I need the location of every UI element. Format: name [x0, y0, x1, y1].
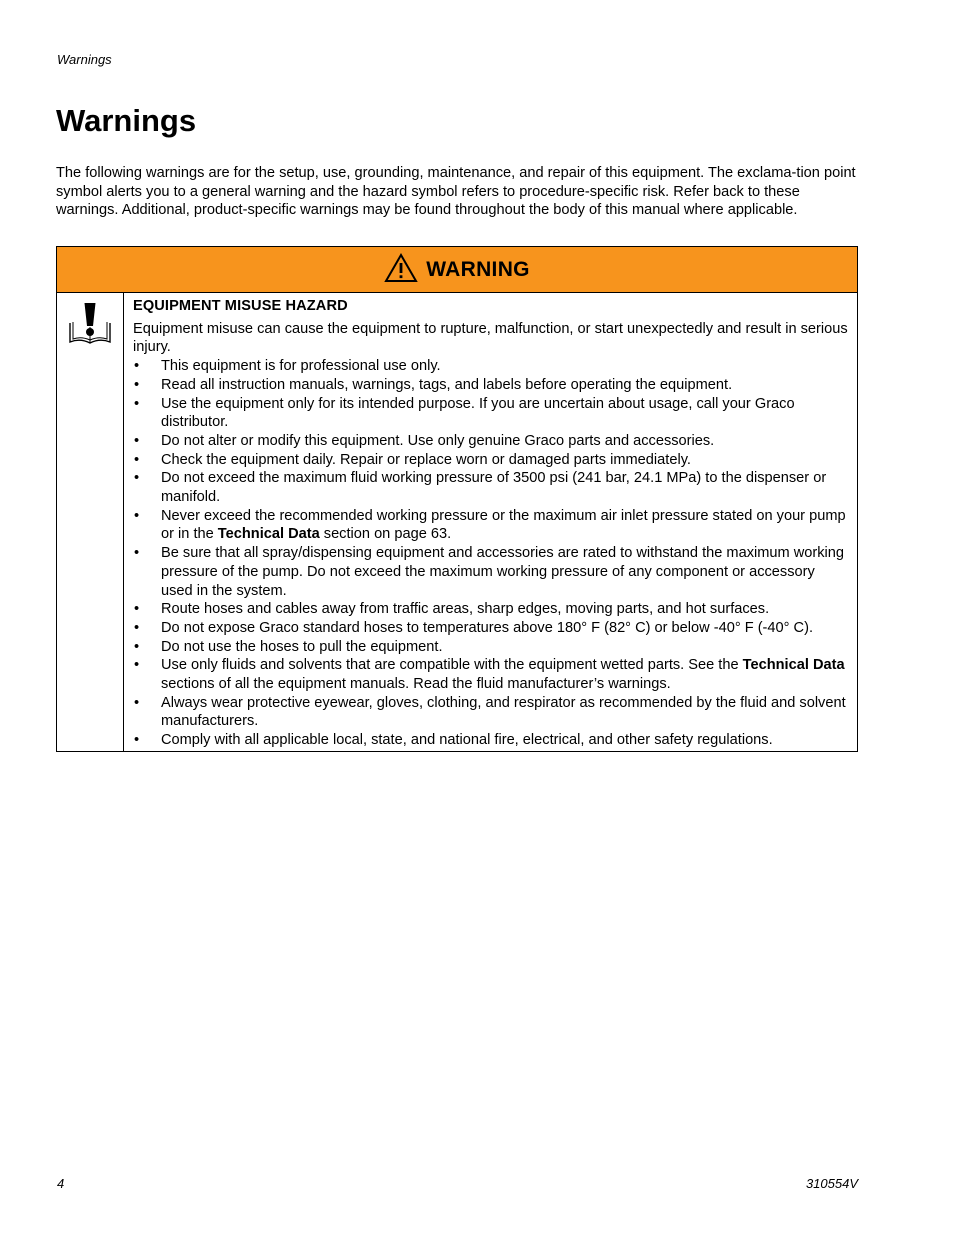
bullet-text: Read all instruction manuals, warnings, tags, and labels before operating the equipment. [161, 376, 733, 393]
bullet-marker: • [134, 395, 140, 412]
warning-header [57, 247, 857, 293]
bullet-text: Route hoses and cables away from traffic areas, sharp edges, moving parts, and hot surfaces. [161, 601, 770, 618]
bullet-text: Comply with all applicable local, state, and national fire, electrical, and other safety regulations. [161, 732, 773, 749]
hazard-bullet-item [133, 600, 849, 619]
bullet-marker: • [134, 619, 140, 636]
hazard-bullet-item [133, 656, 849, 693]
hazard-bullet-list [133, 357, 849, 750]
intro-paragraph: The following warnings are for the setup, use, grounding, maintenance, and repair of this equipment. The exclama-tion point symbol alerts you to a general warning and the hazard symbol refers to procedure-specific risk. Refer back to these warnings. Additional, product-specific warnings may be found throughout the body of this manual where applicable. [56, 165, 856, 219]
bullet-marker: • [134, 507, 140, 524]
hazard-bullet-item [133, 357, 849, 376]
bullet-marker: • [134, 376, 140, 393]
bullet-marker: • [134, 432, 140, 449]
bullet-marker: • [134, 451, 140, 468]
bullet-text: Do not exceed the maximum fluid working pressure of 3500 psi (241 bar, 24.1 MPa) to the dispenser or manifold. [161, 470, 827, 506]
bullet-text: section on page 63. [319, 526, 452, 543]
hazard-bullet-item [133, 544, 849, 600]
read-manual-icon [67, 301, 113, 347]
bullet-bold-text: Technical Data [742, 657, 845, 674]
bullet-text: Check the equipment daily. Repair or replace worn or damaged parts immediately. [161, 451, 691, 468]
document-number: 310554V [805, 1176, 858, 1191]
hazard-bullet-item [133, 731, 849, 750]
hazard-text-cell [124, 293, 857, 751]
bullet-marker: • [134, 694, 140, 711]
bullet-marker: • [134, 638, 140, 655]
hazard-bullet-item [133, 395, 849, 432]
bullet-text: Do not use the hoses to pull the equipment. [161, 638, 443, 655]
bullet-marker: • [134, 601, 140, 618]
warning-row [57, 293, 857, 751]
hazard-bullet-item [133, 507, 849, 544]
hazard-icon-cell [57, 293, 124, 751]
warning-label: WARNING [426, 257, 530, 281]
bullet-text: Never exceed the recommended working pressure or the maximum air inlet pressure stated on your pump or in the [161, 507, 846, 543]
bullet-text: Do not alter or modify this equipment. Use only genuine Graco parts and accessories. [161, 432, 715, 449]
bullet-text: This equipment is for professional use only. [161, 358, 441, 375]
hazard-bullet-item [133, 451, 849, 470]
hazard-bullet-item [133, 619, 849, 638]
bullet-text: sections of all the equipment manuals. Read the fluid manufacturer’s warnings. [161, 676, 671, 693]
bullet-marker: • [134, 732, 140, 749]
hazard-title: EQUIPMENT MISUSE HAZARD [133, 298, 348, 314]
bullet-text: Be sure that all spray/dispensing equipment and accessories are rated to withstand the maximum working pressure of the pump. Do not exceed the maximum working pressure of any component or accessory used in the system. [161, 545, 845, 599]
hazard-bullet-item [133, 469, 849, 506]
running-head: Warnings [57, 52, 112, 67]
bullet-marker: • [134, 545, 140, 562]
bullet-text: Always wear protective eyewear, gloves, clothing, and respirator as recommended by the fluid and solvent manufacturers. [161, 694, 846, 730]
hazard-description: Equipment misuse can cause the equipment to rupture, malfunction, or start unexpectedly and result in serious injury. [133, 320, 848, 356]
bullet-bold-text: Technical Data [217, 526, 320, 543]
bullet-marker: • [134, 470, 140, 487]
bullet-text: Use the equipment only for its intended purpose. If you are uncertain about usage, call your Graco distributor. [161, 395, 795, 431]
page-title: Warnings [56, 103, 197, 138]
bullet-text: Do not expose Graco standard hoses to temperatures above 180° F (82° C) or below -40° F (-40° C). [161, 619, 813, 636]
warning-triangle-icon [384, 253, 418, 283]
bullet-marker: • [134, 657, 140, 674]
hazard-bullet-item [133, 432, 849, 451]
hazard-bullet-item [133, 638, 849, 657]
bullet-marker: • [134, 358, 140, 375]
warning-table [56, 246, 858, 752]
hazard-bullet-item [133, 376, 849, 395]
page-number: 4 [57, 1176, 65, 1191]
bullet-text: Use only fluids and solvents that are compatible with the equipment wetted parts. See the [161, 657, 743, 674]
hazard-bullet-item [133, 694, 849, 731]
